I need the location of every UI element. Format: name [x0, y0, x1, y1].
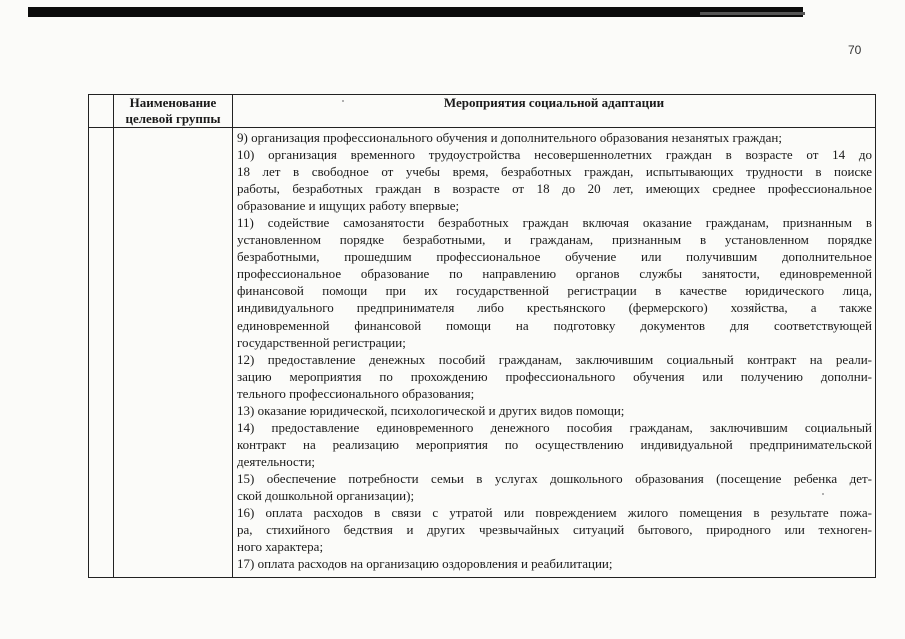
header-target-group: Наименование целевой группы: [114, 95, 233, 128]
measure-line: 14) предоставление единовременного денежного пособия гражданам, заключившим социальный: [237, 419, 872, 435]
measure-line: работы, безработных граждан в возрасте от 18 до 20 лет, имеющих среднее профессиональное: [237, 181, 872, 197]
row-measures-cell: [233, 128, 876, 578]
row-target-group-cell: [114, 128, 233, 578]
measure-line: финансовой помощи при их государственной регистрации в качестве юридического лица,: [237, 283, 872, 299]
scan-top-border-edge: [700, 12, 805, 15]
measure-line: безработными, прошедшим профессиональное обучение или получившим дополнительное: [237, 249, 872, 265]
scan-speck: [342, 100, 344, 102]
header-number-cell: [89, 95, 114, 128]
measure-line: государственной регистрации;: [237, 334, 406, 350]
measure-line: единовременной финансовой помощи на подготовку документов для соответствующей: [237, 317, 872, 333]
measure-line: установленном порядке безработными, и гражданам, признанным в установленном порядке: [237, 232, 872, 248]
measure-line: 13) оказание юридической, психологической и других видов помощи;: [237, 402, 625, 418]
measure-line: 11) содействие самозанятости безработных граждан включая оказание гражданам, признанным в: [237, 215, 872, 231]
measure-line: тельного профессионального образования;: [237, 385, 475, 401]
measure-line: 18 лет в свободное от учебы время, безработных граждан, испытывающих трудности в поиске: [237, 164, 872, 180]
scan-speck: [822, 493, 824, 495]
measure-line: ской дошкольной организации);: [237, 487, 415, 503]
measure-line: деятельности;: [237, 453, 316, 469]
measure-line: индивидуального предпринимателя либо крестьянского (фермерского) хозяйства, а также: [237, 300, 872, 316]
table-row: [89, 128, 876, 578]
measures-text: [237, 129, 872, 572]
page-number: 70: [848, 43, 862, 57]
measure-line: ра, стихийного бедствия и других чрезвычайных ситуаций бытового, природного или техноген-: [237, 522, 872, 538]
header-adaptation-measures: Мероприятия социальной адаптации: [233, 95, 876, 128]
measure-line: 10) организация временного трудоустройства несовершеннолетних граждан в возрасте от 14 до: [237, 147, 872, 163]
scan-top-border: [28, 7, 803, 17]
measure-line: зацию мероприятия по прохождению профессионального обучения или получению дополни-: [237, 368, 872, 384]
adaptation-measures-table: [88, 94, 876, 578]
row-number-cell: [89, 128, 114, 578]
measure-line: 9) организация профессионального обучения и дополнительного образования незанятых граждан;: [237, 130, 783, 145]
measure-line: 15) обеспечение потребности семьи в услугах дошкольного образования (посещение ребенка дет-: [237, 470, 872, 486]
measure-line: профессиональное образование по направлению органов службы занятости, единовременной: [237, 266, 872, 282]
table-header-row: [89, 95, 876, 128]
measure-line: ного характера;: [237, 539, 324, 555]
measure-line: 12) предоставление денежных пособий гражданам, заключившим социальный контракт на реали-: [237, 351, 872, 367]
measure-line: 16) оплата расходов в связи с утратой или повреждением жилого помещения в результате пожа-: [237, 505, 872, 521]
measure-line: 17) оплата расходов на организацию оздоровления и реабилитации;: [237, 556, 613, 572]
measure-line: контракт на реализацию мероприятия по осуществлению индивидуальной предпринимательской: [237, 436, 872, 452]
measure-line: образование и ищущих работу впервые;: [237, 198, 460, 214]
